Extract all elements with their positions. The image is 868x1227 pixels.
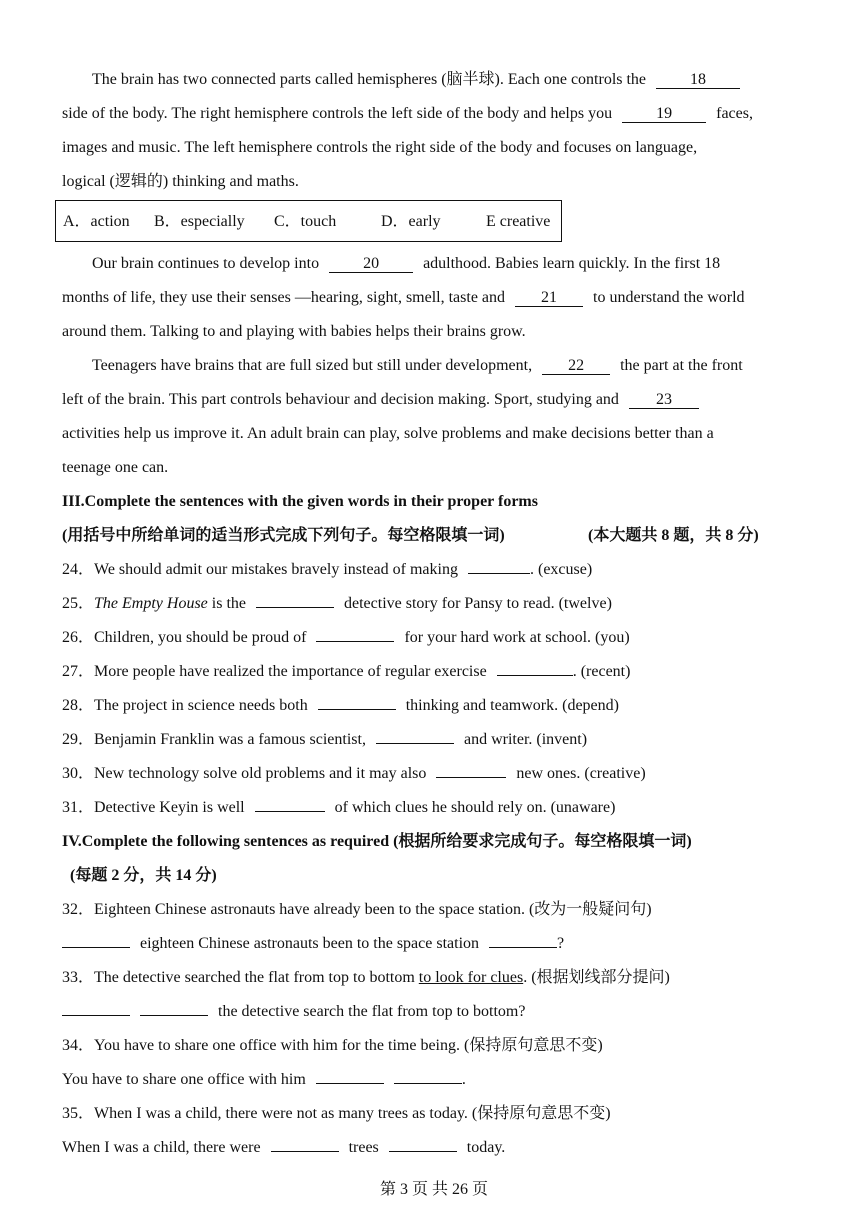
question-text: today.: [466, 1139, 506, 1156]
question-34-answer: [62, 1070, 466, 1090]
passage-text: Teenagers have brains that are full sized but still under development,: [92, 357, 533, 374]
answer-blank-33a[interactable]: [62, 1015, 130, 1016]
answer-blank-35a[interactable]: [271, 1151, 339, 1152]
passage-line: activities help us improve it. An adult brain can play, solve problems and make decisions better than a: [62, 425, 714, 442]
question-27: [62, 662, 630, 682]
question-35: 35．When I was a child, there were not as many trees as today. (保持原句意思不变): [62, 1105, 611, 1122]
word-options-box: [55, 200, 562, 242]
answer-blank-33b[interactable]: [140, 1015, 208, 1016]
passage-text: months of life, they use their senses —hearing, sight, smell, taste and: [62, 289, 506, 306]
option-b: B．especially: [154, 213, 245, 230]
question-text: . (根据划线部分提问): [523, 969, 670, 986]
passage-text: the part at the front: [620, 357, 743, 374]
question-text: 31．Detective Keyin is well: [62, 799, 245, 816]
answer-blank-32b[interactable]: [489, 947, 557, 948]
section-3-subtitle: (用括号中所给单词的适当形式完成下列句子。每空格限填一词): [62, 527, 505, 544]
question-33: [62, 968, 670, 988]
question-text: new ones. (creative): [516, 765, 646, 782]
passage-line: around them. Talking to and playing with babies helps their brains grow.: [62, 323, 526, 340]
blank-21[interactable]: 21: [515, 289, 583, 307]
question-text: trees: [348, 1139, 379, 1156]
blank-20[interactable]: 20: [329, 255, 413, 273]
question-number: 25．: [62, 595, 95, 612]
question-text: 28．The project in science needs both: [62, 697, 308, 714]
question-26: [62, 628, 630, 648]
answer-blank-31[interactable]: [255, 811, 325, 812]
passage-text: to understand the world: [593, 289, 745, 306]
question-text: You have to share one office with him: [62, 1071, 306, 1088]
passage-text: Our brain continues to develop into: [92, 255, 320, 272]
question-hint: . (excuse): [529, 561, 593, 578]
passage-text: faces,: [716, 105, 753, 122]
answer-blank-28[interactable]: [318, 709, 396, 710]
question-hint: . (recent): [572, 663, 631, 680]
question-text: 30．New technology solve old problems and it may also: [62, 765, 427, 782]
question-34: 34．You have to share one office with him for the time being. (保持原句意思不变): [62, 1037, 603, 1054]
question-text: 26．Children, you should be proud of: [62, 629, 307, 646]
question-25: [62, 594, 612, 614]
passage-line: images and music. The left hemisphere controls the right side of the body and focuses on language,: [62, 139, 698, 156]
passage-line: [62, 390, 699, 410]
book-title: The Empty House: [94, 595, 208, 612]
option-c: C．touch: [274, 213, 337, 230]
answer-blank-34b[interactable]: [394, 1083, 462, 1084]
passage-text: side of the body. The right hemisphere controls the left side of the body and helps you: [62, 105, 613, 122]
question-33-answer: [62, 1002, 525, 1022]
question-30: [62, 764, 646, 784]
blank-18[interactable]: 18: [656, 71, 740, 89]
passage-line: [92, 70, 740, 90]
passage-line: [62, 288, 745, 308]
answer-blank-30[interactable]: [436, 777, 506, 778]
section-3-score: (本大题共 8 题，共 8 分): [588, 527, 759, 544]
question-35-answer: [62, 1138, 505, 1158]
page-number: 第 3 页 共 26 页: [379, 1181, 488, 1198]
answer-blank-26[interactable]: [316, 641, 394, 642]
question-text: eighteen Chinese astronauts been to the space station: [140, 935, 480, 952]
question-text: When I was a child, there were: [62, 1139, 261, 1156]
underlined-phrase: to look for clues: [418, 969, 524, 986]
passage-text: The brain has two connected parts called hemispheres (脑半球). Each one controls the: [92, 71, 647, 88]
blank-23[interactable]: 23: [629, 391, 699, 409]
question-text: the detective search the flat from top to bottom?: [218, 1003, 526, 1020]
question-31: [62, 798, 615, 818]
question-text: 29．Benjamin Franklin was a famous scientist,: [62, 731, 366, 748]
passage-line: teenage one can.: [62, 459, 169, 476]
question-text: and writer. (invent): [463, 731, 588, 748]
question-text: for your hard work at school. (you): [404, 629, 630, 646]
answer-blank-34a[interactable]: [316, 1083, 384, 1084]
section-3-title: III.Complete the sentences with the given words in their proper forms: [62, 493, 538, 510]
section-4-score: (每题 2 分，共 14 分): [70, 867, 217, 884]
option-e: E creative: [486, 213, 551, 230]
question-24: [62, 560, 592, 580]
question-text: .: [461, 1071, 466, 1088]
answer-blank-35b[interactable]: [389, 1151, 457, 1152]
question-28: [62, 696, 619, 716]
question-text: is the: [207, 595, 246, 612]
section-4-title: IV.Complete the following sentences as required (根据所给要求完成句子。每空格限填一词): [62, 833, 692, 850]
answer-blank-24[interactable]: [468, 573, 530, 574]
answer-blank-27[interactable]: [497, 675, 573, 676]
blank-19[interactable]: 19: [622, 105, 706, 123]
passage-line: [92, 254, 720, 274]
question-text: 33．The detective searched the flat from top to bottom: [62, 969, 419, 986]
question-text: 27．More people have realized the importance of regular exercise: [62, 663, 487, 680]
blank-22[interactable]: 22: [542, 357, 610, 375]
passage-line: logical (逻辑的) thinking and maths.: [62, 173, 299, 190]
passage-line: [62, 104, 753, 124]
answer-blank-32a[interactable]: [62, 947, 130, 948]
option-a: A．action: [63, 213, 130, 230]
question-text: 24．We should admit our mistakes bravely instead of making: [62, 561, 458, 578]
question-29: [62, 730, 587, 750]
passage-text: adulthood. Babies learn quickly. In the first 18: [423, 255, 721, 272]
passage-line: [92, 356, 743, 376]
question-text: thinking and teamwork. (depend): [405, 697, 619, 714]
question-text: of which clues he should rely on. (unaware): [334, 799, 616, 816]
question-text: ?: [557, 935, 565, 952]
answer-blank-25[interactable]: [256, 607, 334, 608]
question-32-answer: [62, 934, 564, 954]
question-32: 32．Eighteen Chinese astronauts have already been to the space station. (改为一般疑问句): [62, 901, 652, 918]
option-d: D．early: [381, 213, 441, 230]
question-text: detective story for Pansy to read. (twelve): [344, 595, 612, 612]
answer-blank-29[interactable]: [376, 743, 454, 744]
passage-text: left of the brain. This part controls behaviour and decision making. Sport, studying and: [62, 391, 619, 408]
